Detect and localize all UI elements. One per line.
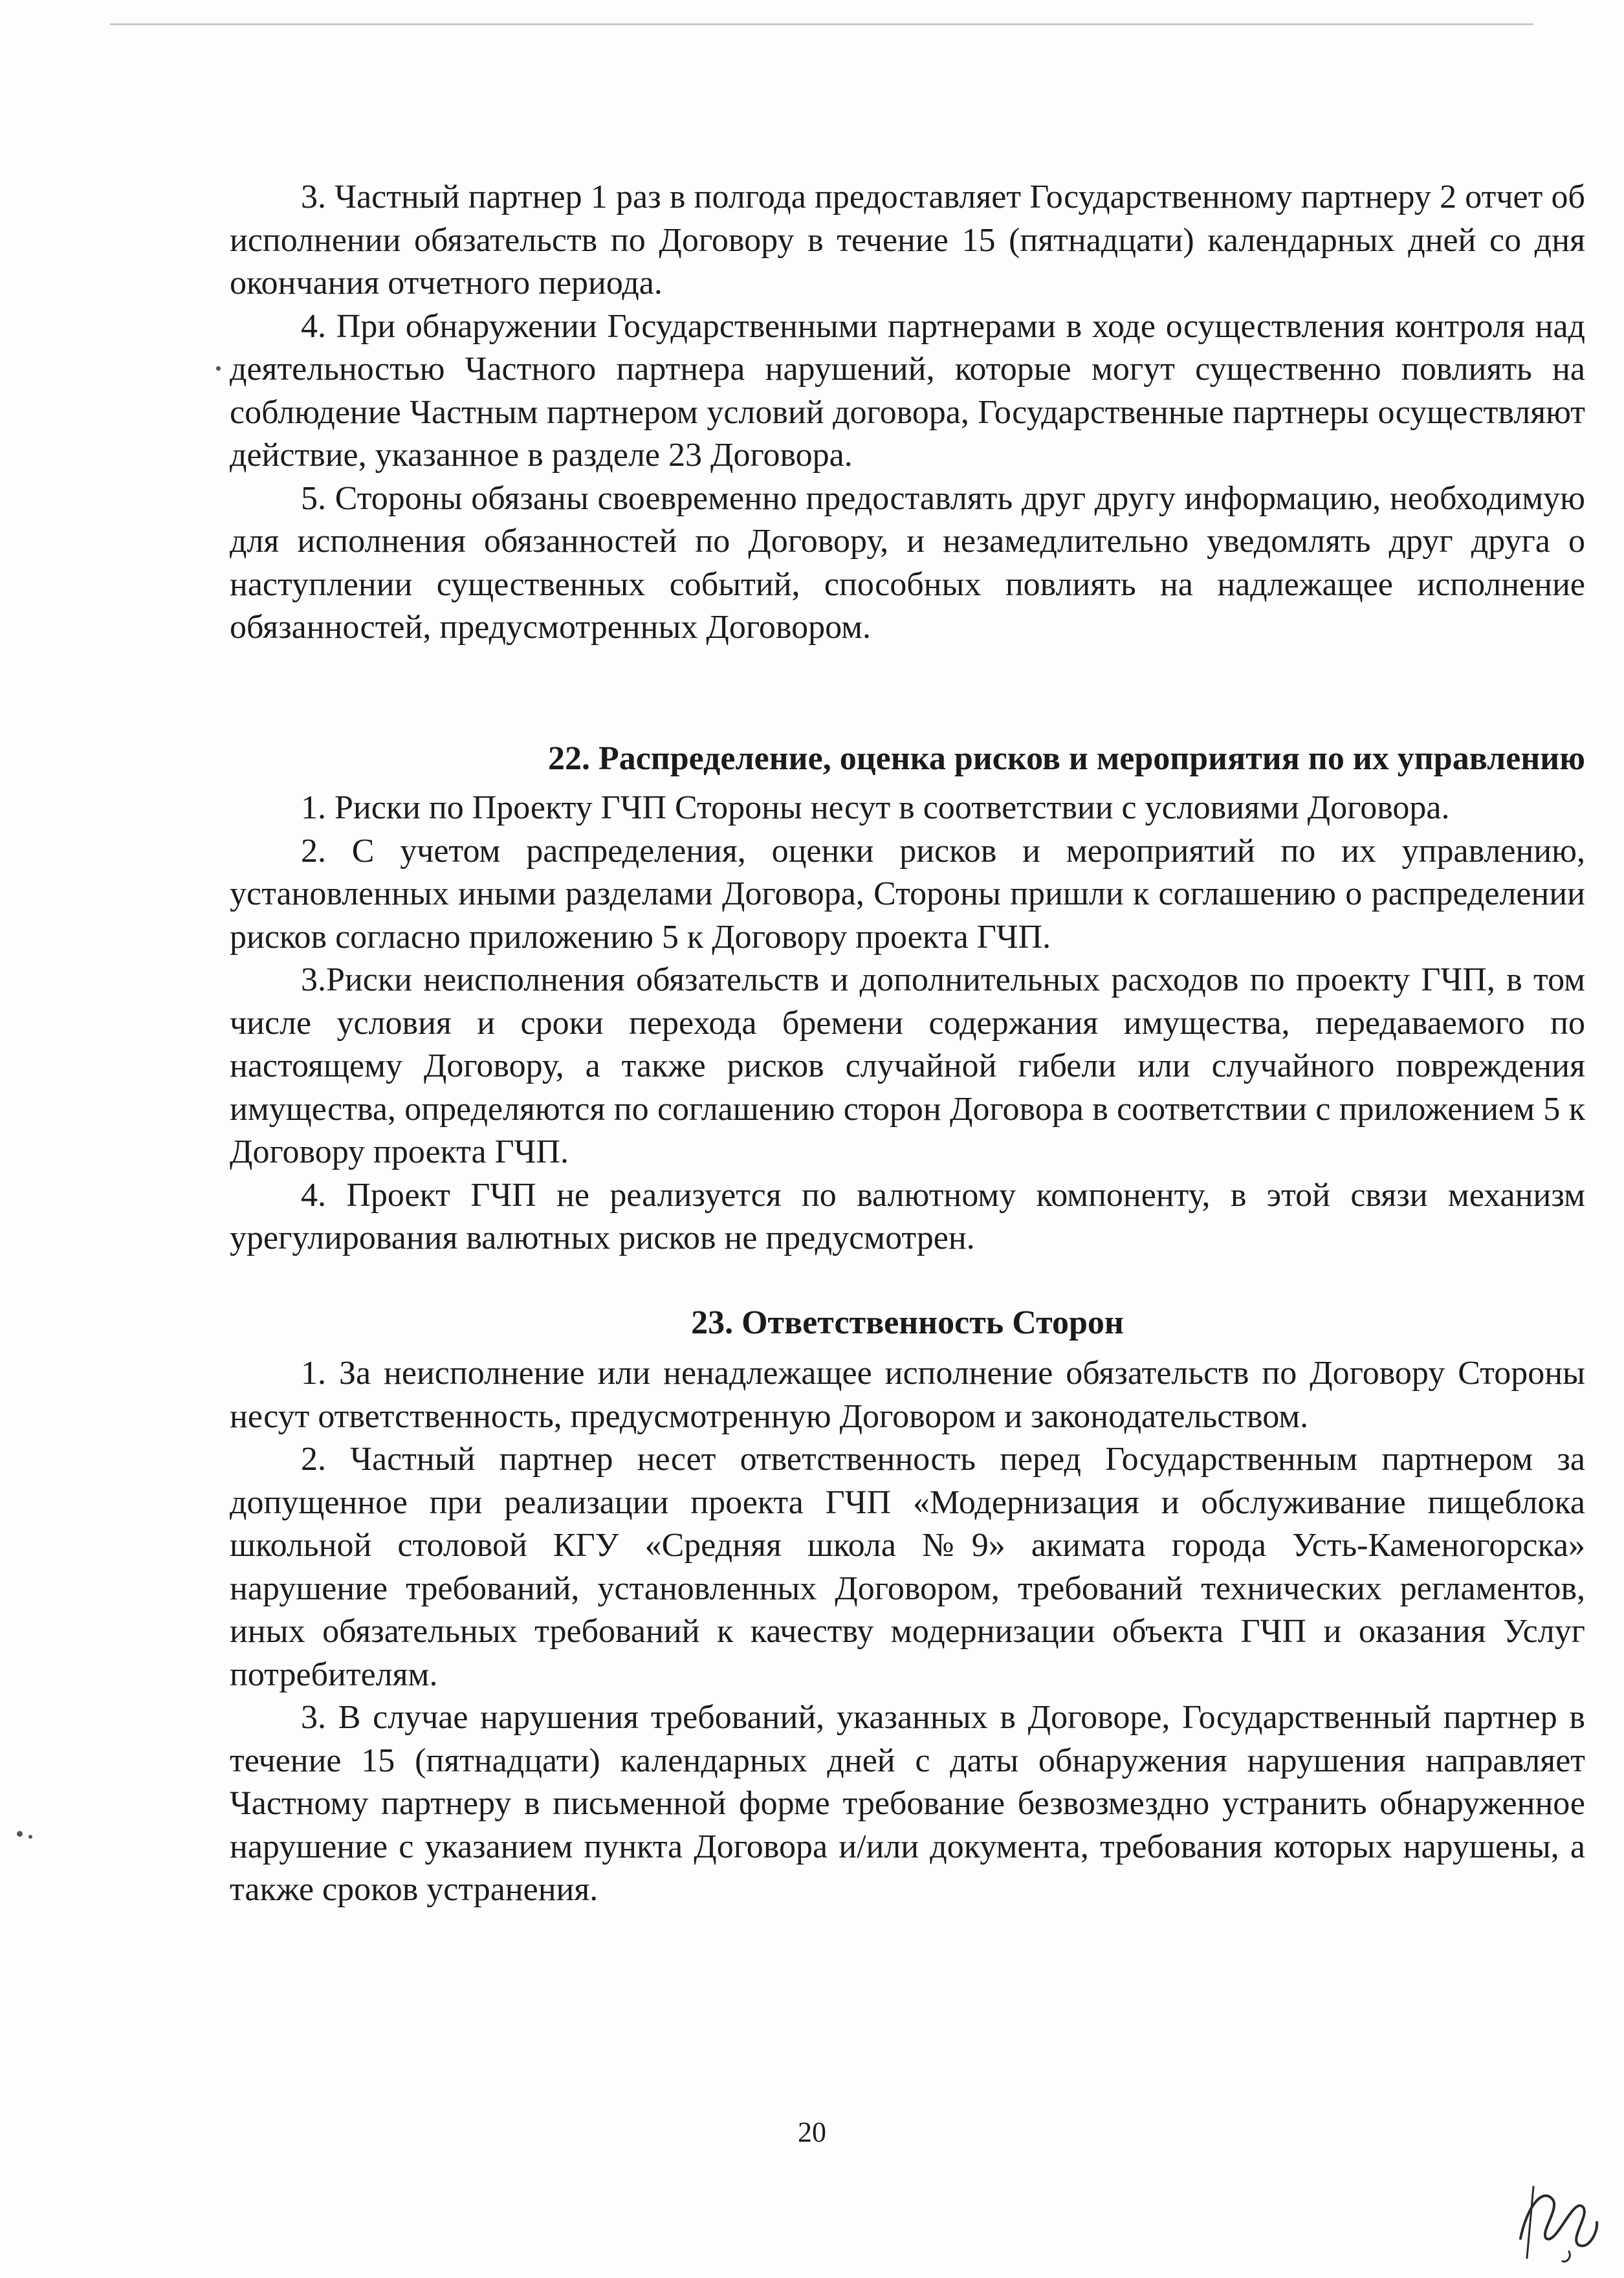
scan-speck xyxy=(216,366,221,371)
section-23-heading: 23. Ответственность Сторон xyxy=(691,1304,1124,1341)
section-23 xyxy=(230,1302,1585,1912)
paragraph-22-2: 2. С учетом распределения, оценки рисков и мероприятий по их управлению, установленных иными разделами Договора, Стороны пришли к соглашению о распределении рисков согласно приложению 5 к Договору проекта ГЧП. xyxy=(230,832,1585,956)
paragraph-21-3: 3. Частный партнер 1 раз в полгода предоставляет Государственному партнеру 2 отчет об исполнении обязательств по Договору в течение 15 (пятнадцати) календарных дней со дня окончания отчетного периода. xyxy=(230,179,1585,301)
paragraph-22-1: 1. Риски по Проекту ГЧП Стороны несут в соответствии с условиями Договора. xyxy=(301,789,1450,826)
page-number: 20 xyxy=(798,2116,826,2148)
document-body xyxy=(230,176,1585,1912)
section-22 xyxy=(230,738,1585,1260)
section-21-continuation xyxy=(230,176,1585,650)
paragraph-23-3: 3. В случае нарушения требований, указанных в Договоре, Государственный партнер в течение 15 (пятнадцати) календарных дней с даты обнаружения нарушения направляет Частному партнеру в письменной форме требование безвозмездно устранить обнаруженное нарушение с указанием пункта Договора и/или документа, требования которых нарушены, а также сроков устранения. xyxy=(230,1699,1585,1908)
section-22-heading: 22. Распределение, оценка рисков и мероприятия по их управлению xyxy=(547,739,1585,777)
paragraph-21-4: 4. При обнаружении Государственными партнерами в ходе осуществления контроля над деятельностью Частного партнера нарушений, которые могут существенно повлиять на соблюдение Частным партнером условий договора, Государственные партнеры осуществляют действие, указанное в разделе 23 Договора. xyxy=(230,307,1585,474)
paragraph-23-2: 2. Частный партнер несет ответственность перед Государственным партнером за допущенное при реализации проекта ГЧП «Модернизация и обслуживание пищеблока школьной столовой КГУ «Средняя школа №9» акимата города Усть-Каменогорска» нарушение требований, установленных Договором, требований технических регламентов, иных обязательных требований к качеству модернизации объекта ГЧП и оказания Услуг потребителям. xyxy=(230,1441,1585,1693)
paragraph-22-3: 3.Риски неисполнения обязательств и дополнительных расходов по проекту ГЧП, в том числе условия и сроки перехода бремени содержания имущества, передаваемого по настоящему Договору, а также рисков случайной гибели или случайного повреждения имущества, определяются по соглашению сторон Договора в соответствии с приложением 5 к Договору проекта ГЧП. xyxy=(230,961,1585,1170)
paragraph-23-1: 1. За неисполнение или ненадлежащее исполнение обязательств по Договору Стороны несут ответственность, предусмотренную Договором и законодательством. xyxy=(230,1355,1585,1435)
scan-top-edge-line xyxy=(110,23,1533,25)
scan-speck xyxy=(17,1831,23,1837)
scan-speck xyxy=(28,1835,32,1839)
paragraph-21-5: 5. Стороны обязаны своевременно предоставлять друг другу информацию, необходимую для исполнения обязанностей по Договору, и незамедлительно уведомлять друг друга о наступлении существенных событий, способных повлиять на надлежащее исполнение обязанностей, предусмотренных Договором. xyxy=(230,479,1585,646)
handwritten-signature xyxy=(1508,2161,1605,2264)
paragraph-22-4: 4. Проект ГЧП не реализуется по валютному компоненту, в этой связи механизм урегулирования валютных рисков не предусмотрен. xyxy=(230,1176,1585,1256)
